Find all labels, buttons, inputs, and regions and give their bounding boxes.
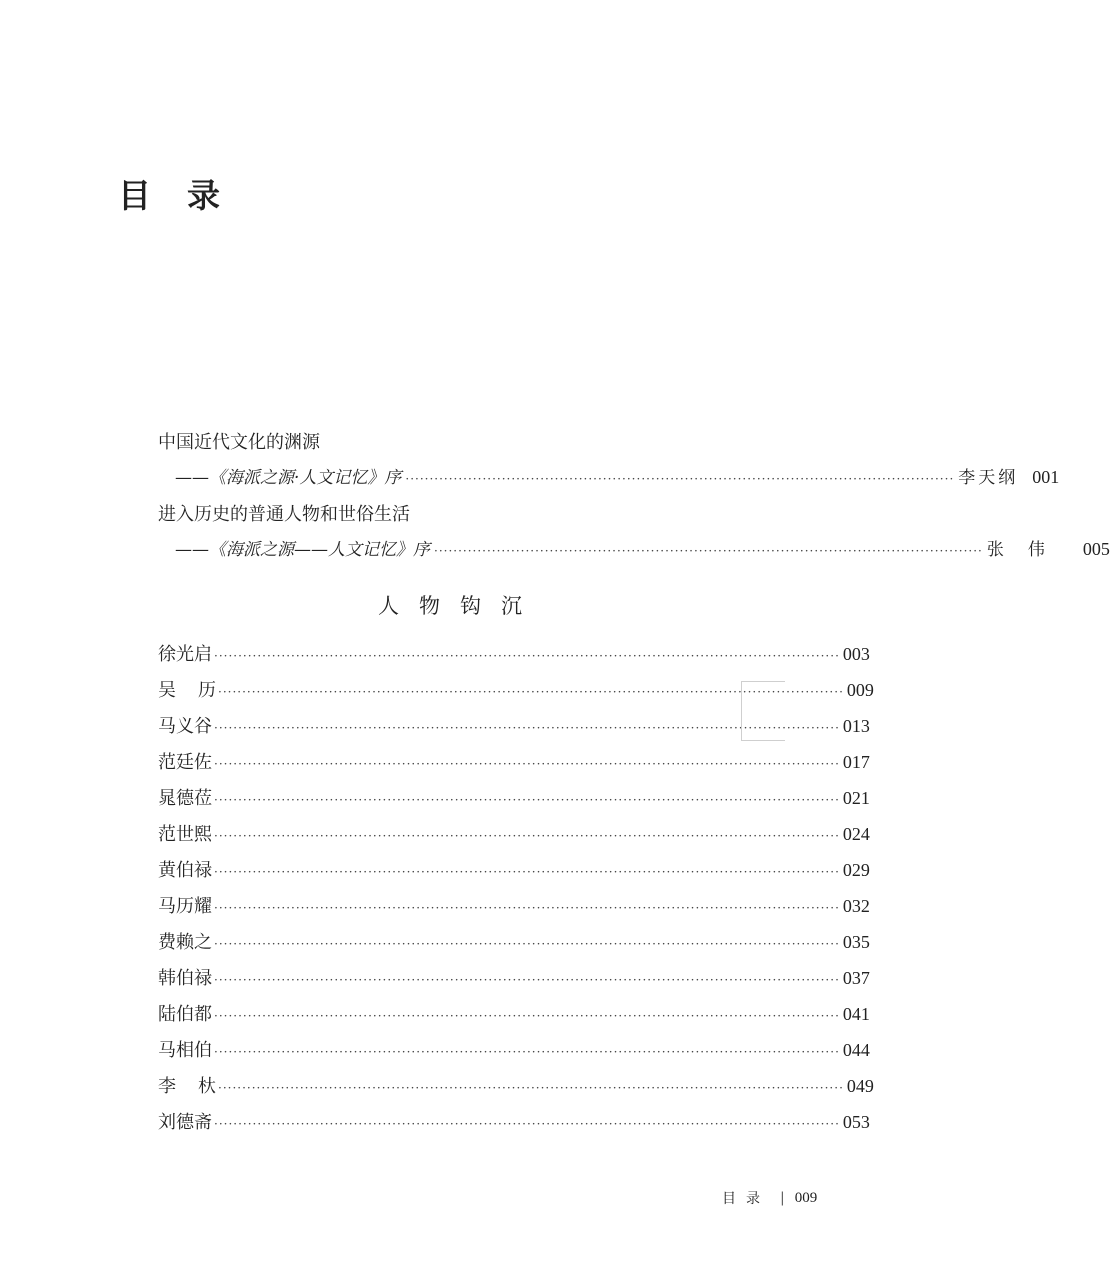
toc-entry[interactable] — [158, 892, 870, 928]
leader-dots: ·································································································································· — [218, 1081, 844, 1095]
leader-dots: ·································································································································· — [214, 649, 840, 663]
toc-entry-name: 徐光启 — [158, 644, 212, 665]
footer-separator: | — [780, 1190, 785, 1206]
leader-dots: ·································································································································· — [214, 721, 840, 735]
toc-entry[interactable] — [158, 712, 870, 748]
toc-entry-name: 费赖之 — [158, 932, 212, 953]
leader-dots: ·················································································································· — [405, 472, 955, 486]
leader-dots: ·································································································································· — [214, 1009, 840, 1023]
toc-entry-page: 009 — [846, 680, 874, 700]
toc-entry-page: 037 — [842, 968, 870, 988]
preface-entry-2[interactable] — [175, 535, 1110, 560]
preface-subtitle-1: ——《海派之源·人文记忆》序 — [175, 468, 402, 488]
leader-dots: ·································································································································· — [214, 1045, 840, 1059]
toc-entry-name: 晁德莅 — [158, 788, 212, 809]
toc-entry[interactable] — [158, 640, 870, 676]
toc-entry-page: 021 — [842, 788, 870, 808]
toc-entry-page: 044 — [842, 1040, 870, 1060]
preface-author-1: 李天纲 — [958, 468, 1019, 488]
toc-entry[interactable] — [158, 1000, 870, 1036]
toc-entry-name: 李杕 — [158, 1076, 238, 1097]
footer-page-number: 009 — [794, 1189, 818, 1206]
toc-entry-name: 刘德斋 — [158, 1112, 212, 1133]
preface-title-2: 进入历史的普通人物和世俗生活 — [158, 504, 410, 525]
toc-entry-name: 陆伯都 — [158, 1004, 212, 1025]
preface-page-1: 001 — [1032, 467, 1060, 487]
toc-entry-page: 024 — [842, 824, 870, 844]
leader-dots: ·································································································································· — [214, 937, 840, 951]
toc-entry-name: 马历耀 — [158, 896, 212, 917]
toc-entry-page: 017 — [842, 752, 870, 772]
toc-entry[interactable] — [158, 1036, 870, 1072]
page-title — [118, 170, 222, 217]
preface-page-2: 005 — [1082, 539, 1110, 559]
preface-entry-1[interactable] — [175, 463, 1060, 488]
title-char-1: 目 — [118, 176, 153, 215]
toc-entry-name: 韩伯禄 — [158, 968, 212, 989]
preface-subtitle-2: ——《海派之源——人文记忆》序 — [175, 540, 430, 560]
leader-dots: ·································································································································· — [214, 901, 840, 915]
toc-entry[interactable] — [158, 1072, 874, 1108]
toc-entry-page: 003 — [842, 644, 870, 664]
toc-entry[interactable] — [158, 1108, 870, 1144]
toc-entry[interactable] — [158, 856, 870, 892]
toc-entry[interactable] — [158, 820, 870, 856]
leader-dots: ·················································································································· — [434, 544, 983, 558]
title-char-2: 录 — [187, 176, 222, 215]
toc-entry[interactable] — [158, 676, 874, 712]
leader-dots: ·································································································································· — [214, 829, 840, 843]
toc-entry-name: 马义谷 — [158, 716, 212, 737]
leader-dots: ·································································································································· — [214, 793, 840, 807]
toc-entry-page: 032 — [842, 896, 870, 916]
toc-entry[interactable] — [158, 784, 870, 820]
leader-dots: ·································································································································· — [214, 1117, 840, 1131]
leader-dots: ·································································································································· — [214, 865, 840, 879]
toc-entry-page: 053 — [842, 1112, 870, 1132]
toc-entry-name: 范世熙 — [158, 824, 212, 845]
toc-entry-page: 013 — [842, 716, 870, 736]
toc-entry[interactable] — [158, 748, 870, 784]
toc-entry[interactable] — [158, 964, 870, 1000]
leader-dots: ·································································································································· — [214, 973, 840, 987]
toc-entry-page: 035 — [842, 932, 870, 952]
toc-entry-page: 029 — [842, 860, 870, 880]
toc-entry-name: 吴历 — [158, 680, 238, 701]
toc-entry-name: 范廷佐 — [158, 752, 212, 773]
toc-entry-page: 049 — [846, 1076, 874, 1096]
page-footer — [722, 1188, 817, 1208]
toc-list — [158, 640, 874, 1144]
section-title: 人物钩沉 — [378, 594, 542, 618]
leader-dots: ·································································································································· — [214, 757, 840, 771]
toc-entry-name: 黄伯禄 — [158, 860, 212, 881]
preface-title-1: 中国近代文化的渊源 — [158, 432, 320, 453]
toc-entry-name: 马相伯 — [158, 1040, 212, 1061]
page-edge-tab — [741, 681, 785, 741]
footer-label: 目录 — [722, 1191, 770, 1207]
preface-author-2: 张伟 — [986, 540, 1069, 560]
toc-entry-page: 041 — [842, 1004, 870, 1024]
leader-dots: ·································································································································· — [218, 685, 844, 699]
toc-entry[interactable] — [158, 928, 870, 964]
